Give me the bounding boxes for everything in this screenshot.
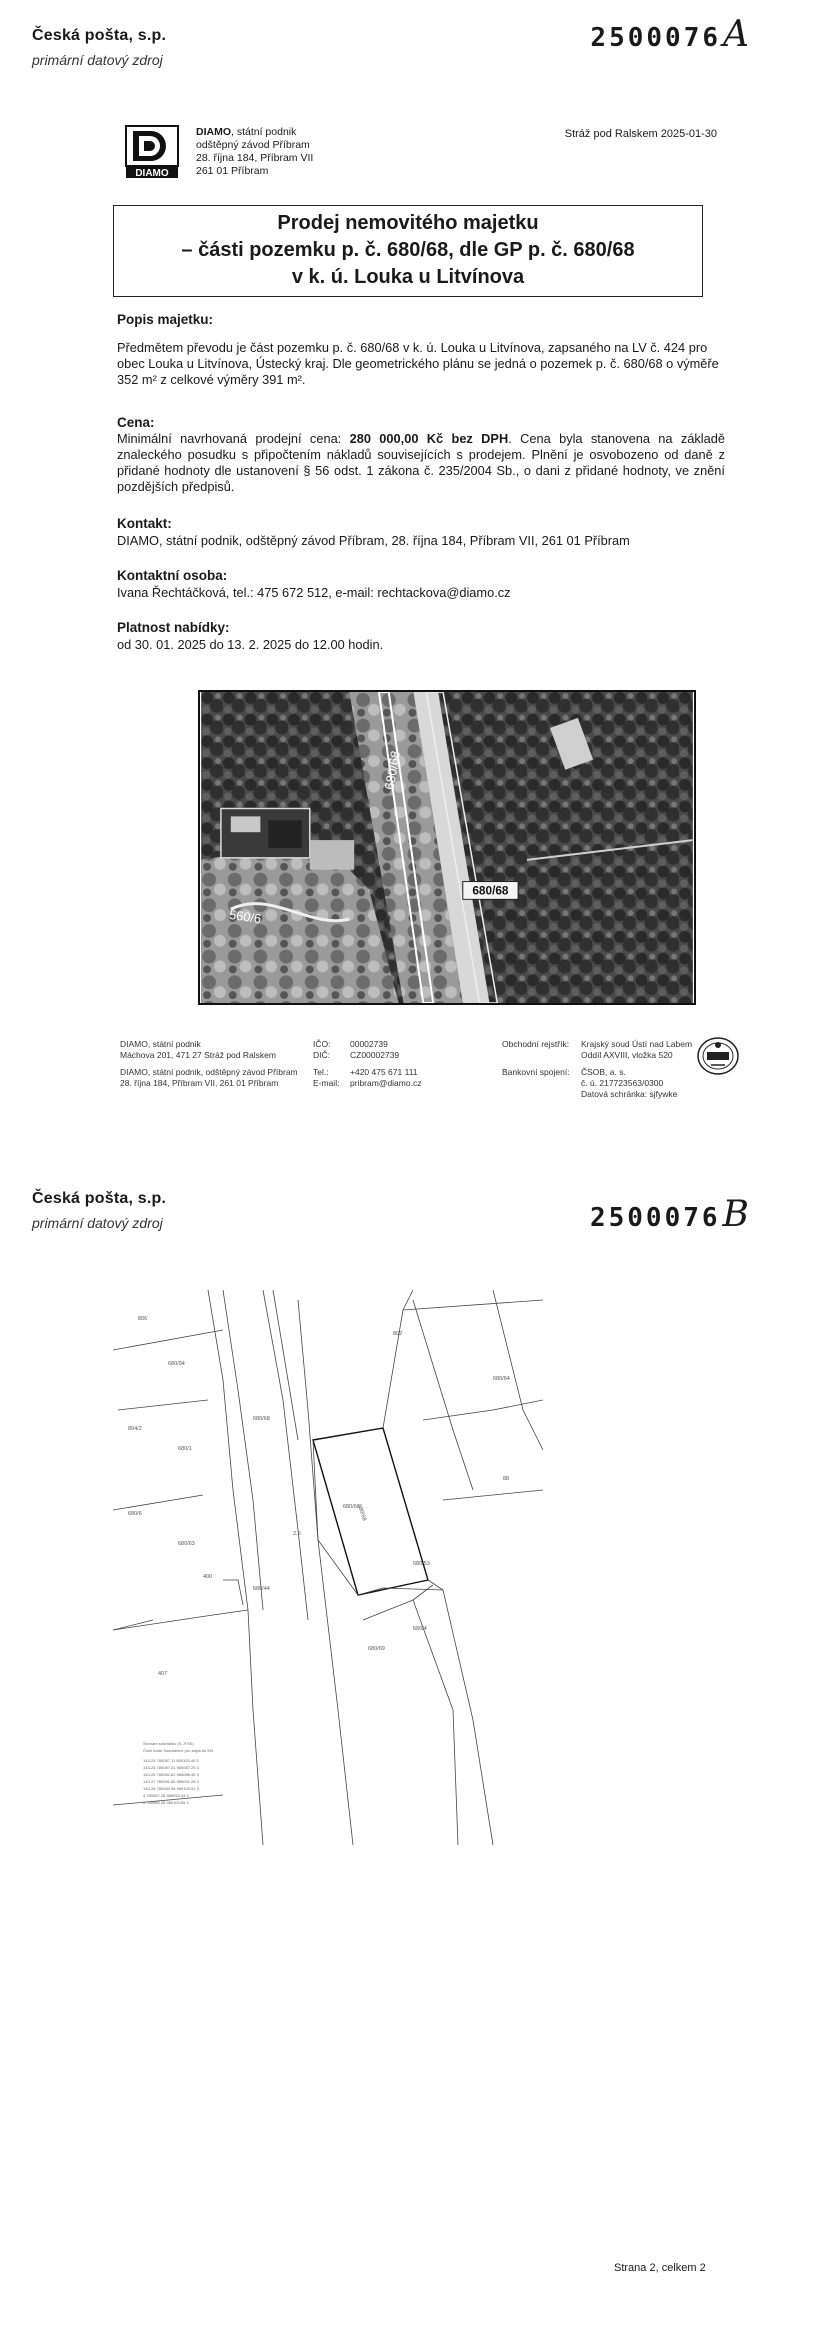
svg-text:802: 802 xyxy=(393,1331,403,1337)
svg-text:400: 400 xyxy=(203,1574,213,1580)
document-number-suffix: B xyxy=(722,1194,752,1235)
map-label-parcel-main: 680/68 xyxy=(472,883,509,898)
document-number-suffix: A xyxy=(723,14,752,55)
document-page-2 xyxy=(0,1140,822,2352)
footer-ids-labels: IČO: DIČ: Tel.: E-mail: xyxy=(313,1039,340,1088)
logo-wordmark: DIAMO xyxy=(135,168,169,179)
cadastral-plan xyxy=(113,1290,543,1850)
svg-text:Seznam souřadnic (S-JTSK): Seznam souřadnic (S-JTSK) xyxy=(143,1741,194,1746)
section-text-popis: Předmětem převodu je část pozemku p. č. 680/68 v k. ú. Louka u Litvínova, zapsaného na LV č. 424 pro obec Louka u Litvínova, Ústecký kraj. Dle geometrického plánu se jedná o pozemek p. č. 680/68 o výměře 352 m² z celkové výměry 391 m². xyxy=(117,340,719,387)
svg-text:2.5: 2.5 xyxy=(293,1531,301,1537)
svg-text:Číslo bodu Souřadnice pro záp: Číslo bodu Souřadnice pro zápis do KN xyxy=(143,1748,214,1753)
company-name: DIAMO xyxy=(196,126,231,138)
document-title: Prodej nemovitého majetku – části pozemku p. č. 680/68, dle GP p. č. 680/68 v k. ú. Louka u Litvínova xyxy=(113,205,703,297)
postal-stamp-subtitle: primární datový zdroj xyxy=(32,1215,163,1231)
section-heading-cena: Cena: xyxy=(117,415,155,430)
svg-text:680/1: 680/1 xyxy=(178,1446,192,1452)
document-number-value: 2500076 xyxy=(589,1203,721,1233)
map-label-road: 680/68 xyxy=(381,749,404,791)
section-text-cena: Minimální navrhovaná prodejní cena: 280 000,00 Kč bez DPH. Cena byla stanovena na základě znaleckého posudku s připočtením nákladů souvisejících s prodejem. Plnění je osvobozeno od daně z přidané hodnoty dle ustanovení § 56 odst. 1 zákona č. 235/2004 Sb., o dani z přidané hodnoty, ve znění pozdějších předpisů. xyxy=(117,431,725,494)
diamo-logo xyxy=(125,125,179,179)
svg-text:5 780065.26 985103.65 3: 5 780065.26 985103.65 3 xyxy=(143,1800,189,1805)
svg-text:143-24 780087.11 985103.40: 143-24 780087.11 985103.40 3 xyxy=(143,1758,199,1763)
svg-text:680/68: 680/68 xyxy=(253,1416,270,1422)
company-address: DIAMO, státní podnik odštěpný závod Příbram 28. října 184, Příbram VII 261 01 Příbram xyxy=(196,126,314,177)
svg-text:407: 407 xyxy=(158,1671,168,1677)
section-heading-platnost: Platnost nabídky: xyxy=(117,620,230,635)
svg-text:680/68: 680/68 xyxy=(356,1503,368,1522)
svg-text:143-28 780082.98 985100.51: 143-28 780082.98 985100.51 3 xyxy=(143,1786,199,1791)
svg-text:804/2: 804/2 xyxy=(128,1426,142,1432)
section-text-osoba: Ivana Řechtáčková, tel.: 475 672 512, e-mail: rechtackova@diamo.cz xyxy=(117,585,511,600)
iso-certification-icon xyxy=(697,1035,739,1077)
postal-stamp-subtitle: primární datový zdroj xyxy=(32,52,163,68)
postal-stamp: Česká pošta, s.p. xyxy=(32,1190,167,1207)
section-text-platnost: od 30. 01. 2025 do 13. 2. 2025 do 12.00 hodin. xyxy=(117,637,384,652)
document-number xyxy=(590,14,752,55)
footer-registry-values: Krajský soud Ústí nad Labem Oddíl AXVIII, vložka 520 ČSOB, a. s. č. ú. 217723563/0300 Datová schránka: sjfywke xyxy=(581,1039,693,1099)
document-page-1 xyxy=(0,0,822,1140)
section-heading-popis: Popis majetku: xyxy=(117,312,214,327)
svg-text:143-27 780081.65 985091.28: 143-27 780081.65 985091.28 3 xyxy=(143,1779,199,1784)
svg-text:143-25 780087.01 985087.25: 143-25 780087.01 985087.25 3 xyxy=(143,1765,199,1770)
price-value: 280 000,00 Kč bez DPH xyxy=(349,431,509,446)
footer-company: DIAMO, státní podnik Máchova 201, 471 27 Stráž pod Ralskem DIAMO, státní podnik, odštěpný závod Příbram 28. října 184, Příbram VII, 261 01 Příbram xyxy=(120,1039,298,1088)
section-heading-osoba: Kontaktní osoba: xyxy=(117,568,228,583)
svg-text:680/53: 680/53 xyxy=(413,1561,430,1567)
svg-text:143-26 780082.82 985086.45: 143-26 780082.82 985086.45 3 xyxy=(143,1772,199,1777)
footer-registry-labels: Obchodní rejstřík: Bankovní spojení: xyxy=(502,1039,570,1077)
postal-stamp: Česká pošta, s.p. xyxy=(32,27,167,44)
document-number xyxy=(590,1194,752,1235)
svg-text:680/6: 680/6 xyxy=(128,1511,142,1517)
aerial-photo xyxy=(198,690,696,1005)
map-label-parcel-left: 560/6 xyxy=(228,906,263,927)
footer-ids-values: 00002739 CZ00002739 +420 475 671 111 pribram@diamo.cz xyxy=(350,1039,422,1088)
svg-text:680/4: 680/4 xyxy=(413,1626,427,1632)
svg-text:680/94: 680/94 xyxy=(168,1361,185,1367)
page-number: Strana 2, celkem 2 xyxy=(614,2262,706,2274)
svg-text:680/63: 680/63 xyxy=(178,1541,195,1547)
svg-text:680/44: 680/44 xyxy=(253,1586,270,1592)
svg-text:680/68: 680/68 xyxy=(343,1504,360,1510)
section-heading-kontakt: Kontakt: xyxy=(117,516,172,531)
svg-text:680/69: 680/69 xyxy=(368,1646,385,1652)
place-date: Stráž pod Ralskem 2025-01-30 xyxy=(564,128,717,140)
svg-text:680/64: 680/64 xyxy=(493,1376,510,1382)
svg-text:4 780087.28 985093.43 3: 4 780087.28 985093.43 3 xyxy=(143,1793,189,1798)
svg-text:806: 806 xyxy=(138,1316,148,1322)
svg-text:88: 88 xyxy=(503,1476,510,1482)
section-text-kontakt: DIAMO, státní podnik, odštěpný závod Příbram, 28. října 184, Příbram VII, 261 01 Příbram xyxy=(117,533,630,548)
document-number-value: 2500076 xyxy=(590,23,721,53)
